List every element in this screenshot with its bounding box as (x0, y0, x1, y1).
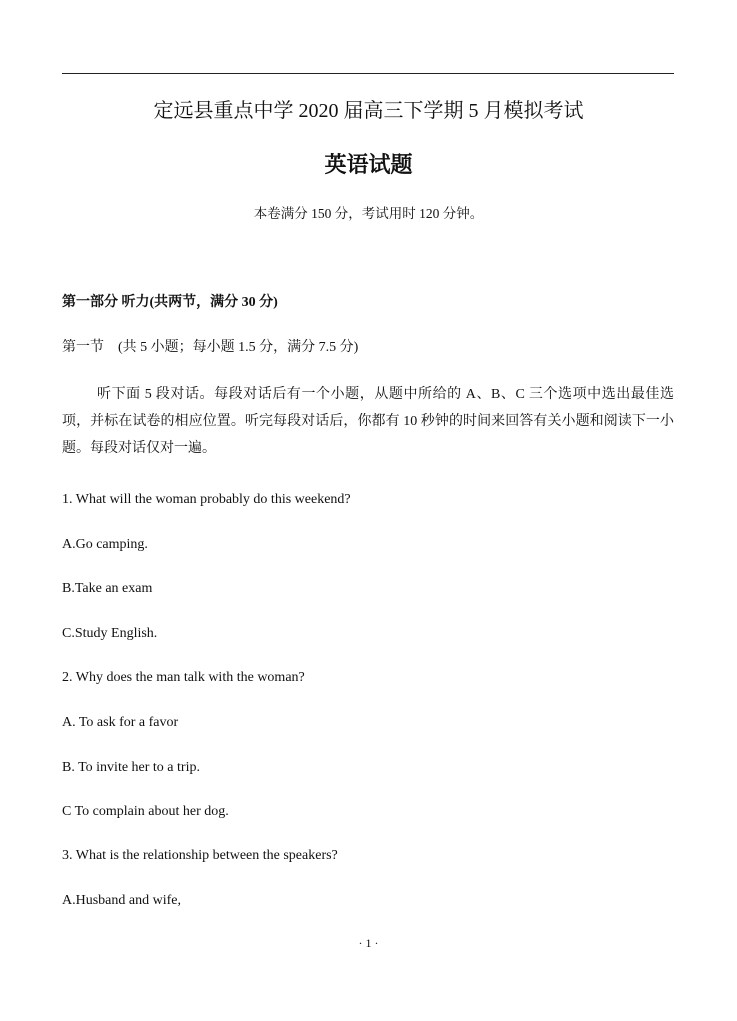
question-1-stem: 1. What will the woman probably do this weekend? (62, 492, 351, 507)
question-2-option-a: A. To ask for a favor (62, 715, 179, 730)
question-3-stem: 3. What is the relationship between the speakers? (62, 848, 338, 863)
question-1-option-b: B.Take an exam (62, 581, 153, 596)
subject-title: 英语试题 (324, 152, 413, 177)
exam-title: 定远县重点中学 2020 届高三下学期 5 月模拟考试 (153, 100, 584, 122)
section-one-heading: 第一节 (共 5 小题；每小题 1.5 分，满分 7.5 分) (62, 340, 359, 355)
exam-note: 本卷满分 150 分，考试用时 120 分钟。 (253, 206, 484, 221)
question-3-option-a: A.Husband and wife, (62, 893, 181, 908)
part-one-heading: 第一部分 听力(共两节，满分 30 分) (62, 295, 278, 310)
header-rule (62, 73, 674, 74)
question-2-option-c: C To complain about her dog. (62, 804, 229, 819)
page-number: · 1 · (358, 936, 379, 950)
question-1-option-c: C.Study English. (62, 626, 158, 641)
listening-instructions: 听下面 5 段对话。每段对话后有一个小题，从题中所给的 A、B、C 三个选项中选出最佳选项，并标在试卷的相应位置。听完每段对话后，你都有 10 秒钟的时间来回答有关小题和阅读下一小题。每段对话仅对一遍。 (62, 387, 674, 456)
question-2-stem: 2. Why does the man talk with the woman? (62, 670, 305, 685)
question-1-option-a: A.Go camping. (62, 537, 148, 552)
question-2-option-b: B. To invite her to a trip. (62, 760, 200, 775)
